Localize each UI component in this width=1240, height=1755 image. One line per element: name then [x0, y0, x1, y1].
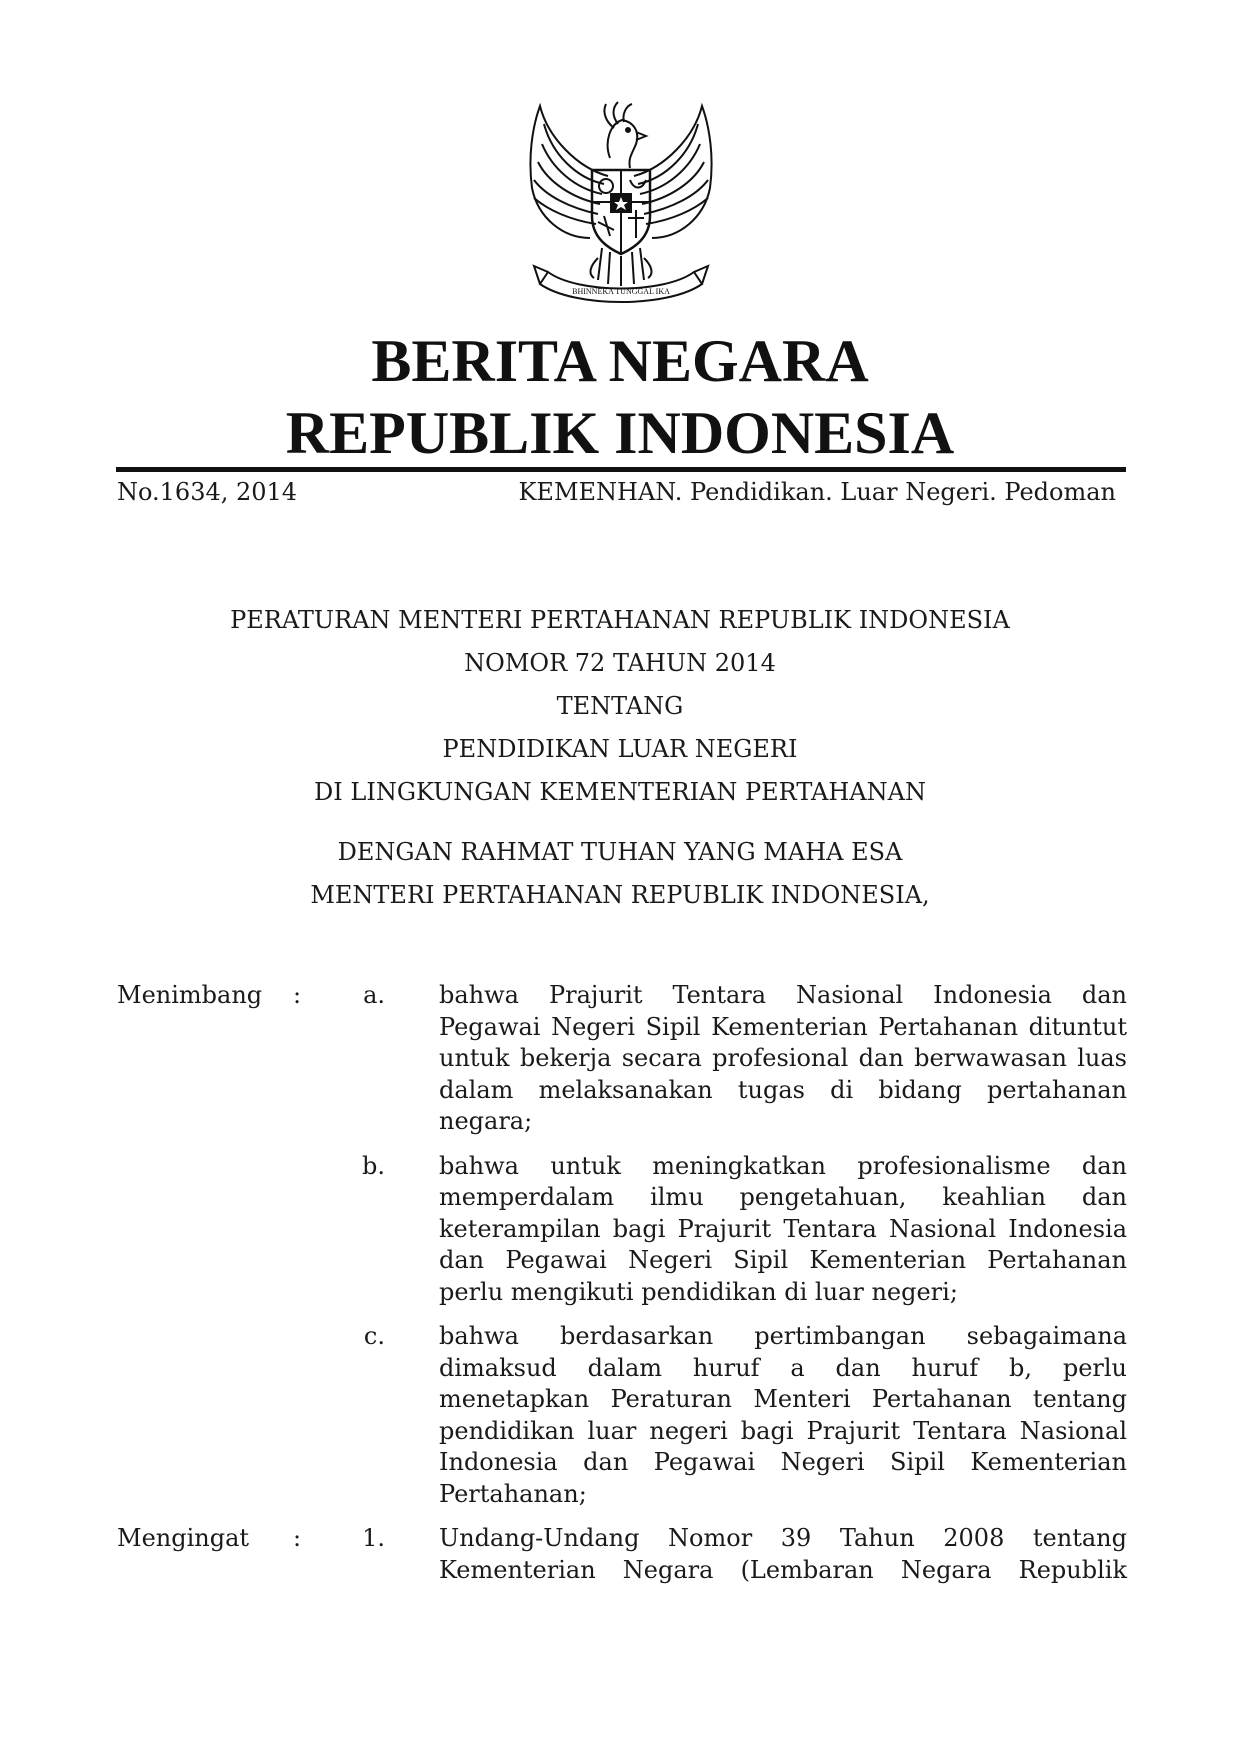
item-line: Undang-Undang Nomor 39 Tahun 2008 tentang [439, 1524, 1127, 1552]
item-line: bahwa untuk meningkatkan profesionalisme dan [439, 1151, 1127, 1180]
regulation-subject-line2: DI LINGKUNGAN KEMENTERIAN PERTAHANAN [314, 778, 926, 806]
item-line: Pertahanan; [439, 1479, 587, 1508]
emblem-motto: BHINNEKA TUNGGAL IKA [572, 287, 670, 296]
menimbang-label: Menimbang [117, 981, 263, 1009]
menimbang-section [117, 980, 1127, 1599]
menimbang-item-c [117, 1321, 1127, 1510]
item-marker: a. [363, 981, 385, 1009]
regulation-subject-line1: PENDIDIKAN LUAR NEGERI [442, 735, 798, 763]
preamble-line2: MENTERI PERTAHANAN REPUBLIK INDONESIA, [310, 881, 930, 909]
item-line: negara; [439, 1107, 533, 1135]
item-line: Pegawai Negeri Sipil Kementerian Pertahanan dituntut [439, 1012, 1127, 1041]
item-line: dalam melaksanakan tugas di bidang pertahanan [439, 1075, 1127, 1104]
garuda-pancasila-emblem-icon [518, 98, 724, 310]
item-line: menetapkan Peraturan Menteri Pertahanan tentang [439, 1385, 1127, 1413]
masthead-title-line1: BERITA NEGARA [371, 328, 869, 394]
item-line: memperdalam ilmu pengetahuan, keahlian dan [439, 1183, 1127, 1211]
menimbang-item-a [117, 980, 1127, 1138]
item-line: bahwa Prajurit Tentara Nasional Indonesia dan [439, 981, 1127, 1009]
item-line: dimaksud dalam huruf a dan huruf b, perlu [439, 1353, 1127, 1382]
item-marker: c. [363, 1322, 385, 1350]
masthead-divider [116, 467, 1126, 472]
menimbang-colon: : [293, 981, 302, 1009]
item-line: keterampilan bagi Prajurit Tentara Nasional Indonesia [439, 1214, 1127, 1243]
item-line: bahwa berdasarkan pertimbangan sebagaimana [439, 1322, 1127, 1350]
regulation-number: NOMOR 72 TAHUN 2014 [464, 649, 776, 677]
regulation-tentang: TENTANG [556, 692, 684, 720]
regulation-title-line: PERATURAN MENTERI PERTAHANAN REPUBLIK INDONESIA [230, 606, 1010, 634]
gazette-number: No.1634, 2014 [117, 478, 298, 506]
item-marker: 1. [362, 1524, 385, 1552]
item-line: Indonesia dan Pegawai Negeri Sipil Kementerian [439, 1448, 1127, 1476]
mengingat-item-1 [117, 1523, 1127, 1586]
menimbang-item-b [117, 1151, 1127, 1309]
mengingat-colon: : [293, 1524, 302, 1552]
preamble-line1: DENGAN RAHMAT TUHAN YANG MAHA ESA [337, 838, 903, 866]
item-line: pendidikan luar negeri bagi Prajurit Tentara Nasional [439, 1416, 1127, 1445]
gazette-subject: KEMENHAN. Pendidikan. Luar Negeri. Pedoman [518, 478, 1116, 506]
item-line: untuk bekerja secara profesional dan berwawasan luas [439, 1044, 1127, 1072]
mengingat-label: Mengingat [117, 1524, 250, 1552]
masthead-title-line2: REPUBLIK INDONESIA [285, 400, 955, 466]
item-line: perlu mengikuti pendidikan di luar negeri; [439, 1277, 958, 1306]
item-marker: b. [362, 1151, 385, 1180]
item-line: Kementerian Negara (Lembaran Negara Republik [439, 1555, 1127, 1584]
item-line: dan Pegawai Negeri Sipil Kementerian Pertahanan [439, 1246, 1127, 1274]
